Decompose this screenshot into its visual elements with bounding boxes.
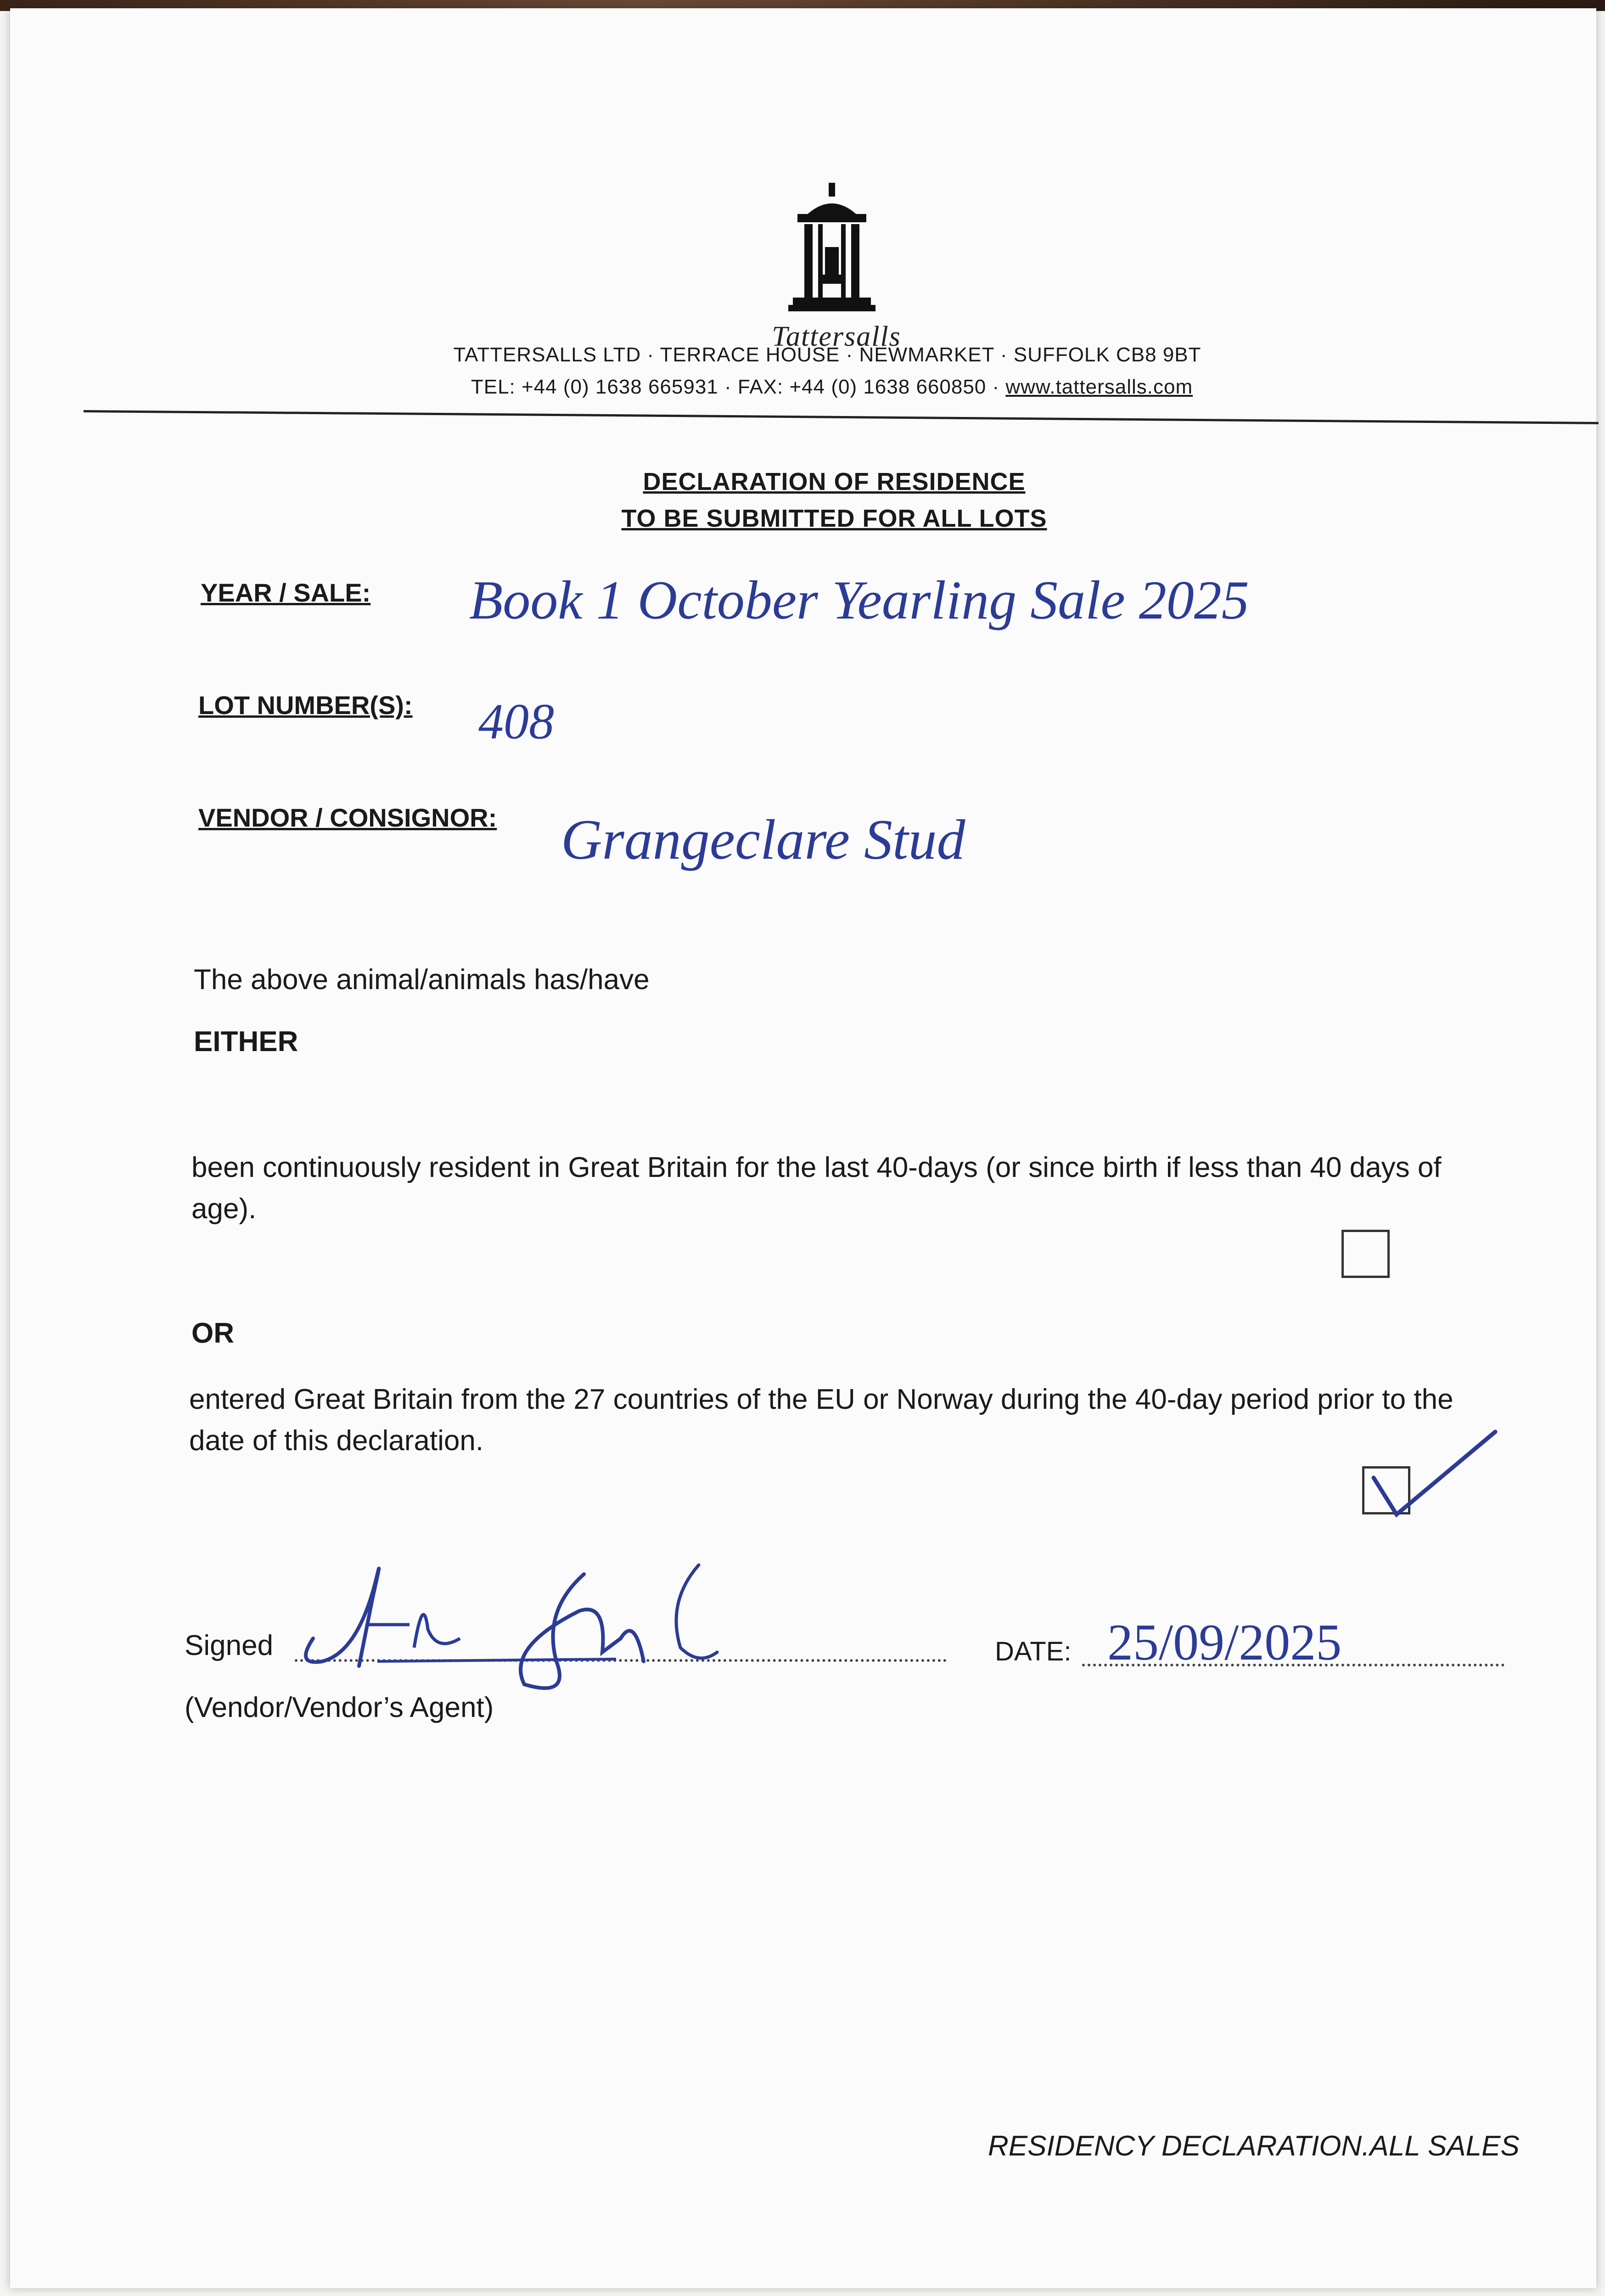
- option-entered-from-eu: entered Great Britain from the 27 countries of the EU or Norway during the 40-day period prior to the date of this declaration.: [189, 1384, 1453, 1457]
- date-label: DATE:: [995, 1637, 1072, 1666]
- brand-name: Tattersalls: [772, 321, 901, 352]
- letterhead-divider: [84, 410, 1599, 424]
- form-subtitle: TO BE SUBMITTED FOR ALL LOTS: [621, 505, 1047, 532]
- signed-label: Signed: [185, 1630, 274, 1661]
- year-sale-label: YEAR / SALE:: [201, 578, 371, 607]
- either-heading: EITHER: [194, 1026, 298, 1058]
- vendor-consignor-label: VENDOR / CONSIGNOR:: [198, 803, 497, 832]
- checkmark-icon: [1364, 1423, 1502, 1519]
- website-link[interactable]: www.tattersalls.com: [1005, 376, 1193, 398]
- contact-numbers: TEL: +44 (0) 1638 665931 · FAX: +44 (0) 1638 660850 ·: [471, 376, 1006, 398]
- lot-number-field[interactable]: 408: [478, 693, 554, 749]
- continuous-residence-checkbox[interactable]: [1341, 1230, 1390, 1278]
- statement-intro: The above animal/animals has/have: [194, 964, 650, 996]
- date-field[interactable]: 25/09/2025: [1107, 1614, 1342, 1671]
- or-heading: OR: [191, 1317, 234, 1349]
- handwritten-signature-icon[interactable]: [286, 1547, 768, 1712]
- company-contact: [414, 376, 1250, 399]
- company-address: TATTERSALLS LTD · TERRACE HOUSE · NEWMARKET · SUFFOLK CB8 9BT: [453, 343, 1201, 366]
- form-footer: RESIDENCY DECLARATION.ALL SALES: [988, 2130, 1520, 2162]
- option-continuous-residence: been continuously resident in Great Britain for the last 40-days (or since birth if less than 40 days of age).: [191, 1152, 1442, 1225]
- form-title: DECLARATION OF RESIDENCE: [643, 468, 1026, 495]
- vendor-agent-label: (Vendor/Vendor’s Agent): [185, 1692, 494, 1723]
- rotunda-statue-logo-icon: [779, 183, 885, 316]
- lot-number-label: LOT NUMBER(S):: [198, 691, 413, 720]
- vendor-consignor-field[interactable]: Grangeclare Stud: [561, 808, 965, 871]
- declaration-form-page: [10, 8, 1596, 2288]
- year-sale-field[interactable]: Book 1 October Yearling Sale 2025: [469, 569, 1249, 630]
